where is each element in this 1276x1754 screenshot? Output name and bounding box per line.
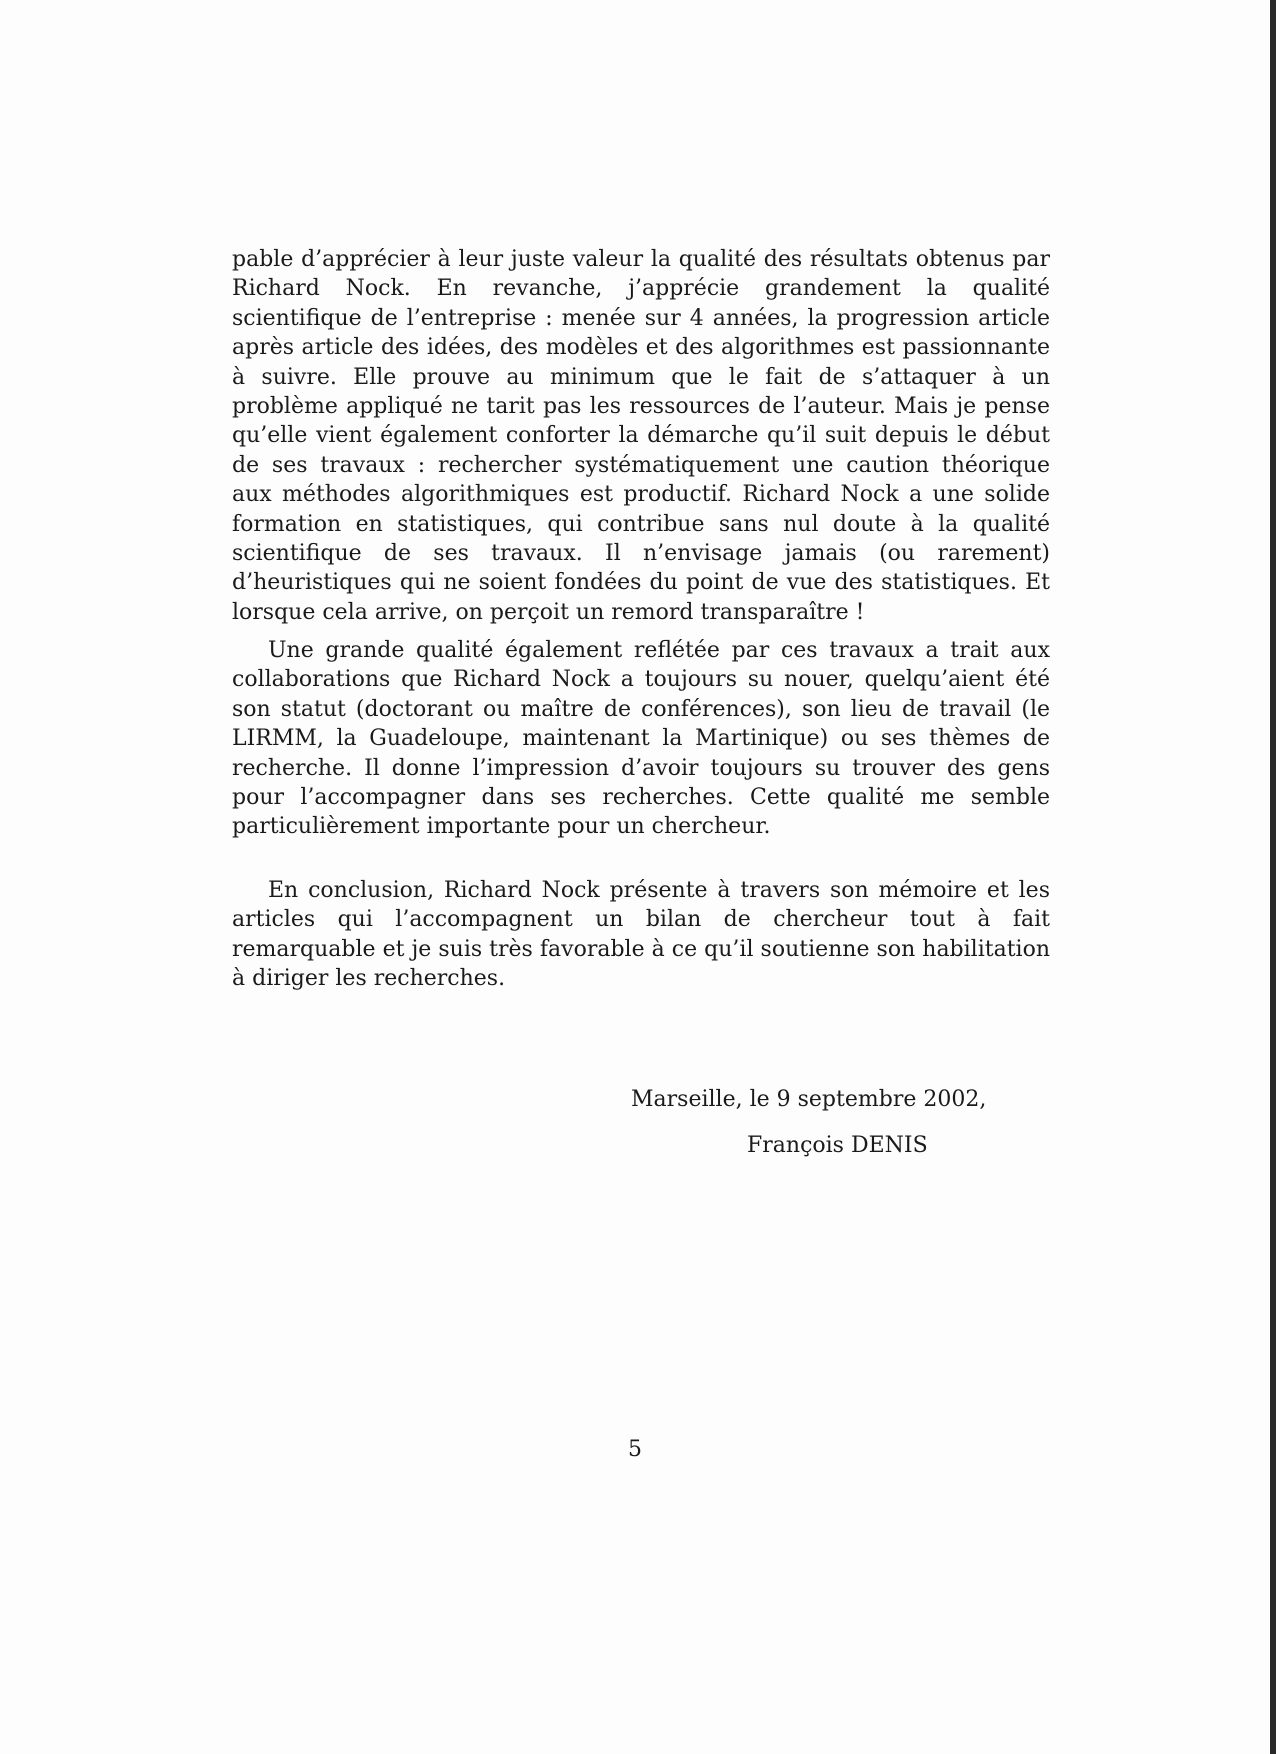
- paragraph-1: [232, 245, 1050, 627]
- place-date: Marseille, le 9 septembre 2002,: [631, 1087, 987, 1112]
- page-number: 5: [628, 1437, 642, 1462]
- signer-name: François DENIS: [747, 1133, 928, 1158]
- paragraph-text: En conclusion, Richard Nock présente à travers son mémoire et les articles qui l’accompagnent un bilan de chercheur tout à fait remarquable et je suis très favorable à ce qu’il soutienne son habilitation à diriger les recherches.: [232, 878, 1050, 992]
- paragraph-3: [232, 876, 1050, 994]
- paragraph-2: [232, 636, 1050, 842]
- scan-edge: [1270, 0, 1276, 1754]
- paragraph-text: Une grande qualité également reflétée par ces travaux a trait aux collaborations que Richard Nock a toujours su nouer, quelqu’aient été son statut (doctorant ou maître de conférences), son lieu de travail (le LIRMM, la Guadeloupe, maintenant la Martinique) ou ses thèmes de recherche. Il donne l’impression d’avoir toujours su trouver des gens pour l’accompagner dans ses recherches. Cette qualité me semble particulièrement importante pour un chercheur.: [232, 638, 1050, 840]
- paragraph-text: pable d’apprécier à leur juste valeur la qualité des résultats obtenus par Richard Nock. En revanche, j’apprécie grandement la qualité scientifique de l’entreprise : menée sur 4 années, la progression article après article des idées, des modèles et des algorithmes est passionnante à suivre. Elle prouve au minimum que le fait de s’attaquer à un problème appliqué ne tarit pas les ressources de l’auteur. Mais je pense qu’elle vient également conforter la démarche qu’il suit depuis le début de ses travaux : rechercher systématiquement une caution théorique aux méthodes algorithmiques est productif. Richard Nock a une solide formation en statistiques, qui contribue sans nul doute à la qualité scientifique de ses travaux. Il n’envisage jamais (ou rarement) d’heuristiques qui ne soient fondées du point de vue des statistiques. Et lorsque cela arrive, on perçoit un remord transparaître !: [232, 247, 1050, 625]
